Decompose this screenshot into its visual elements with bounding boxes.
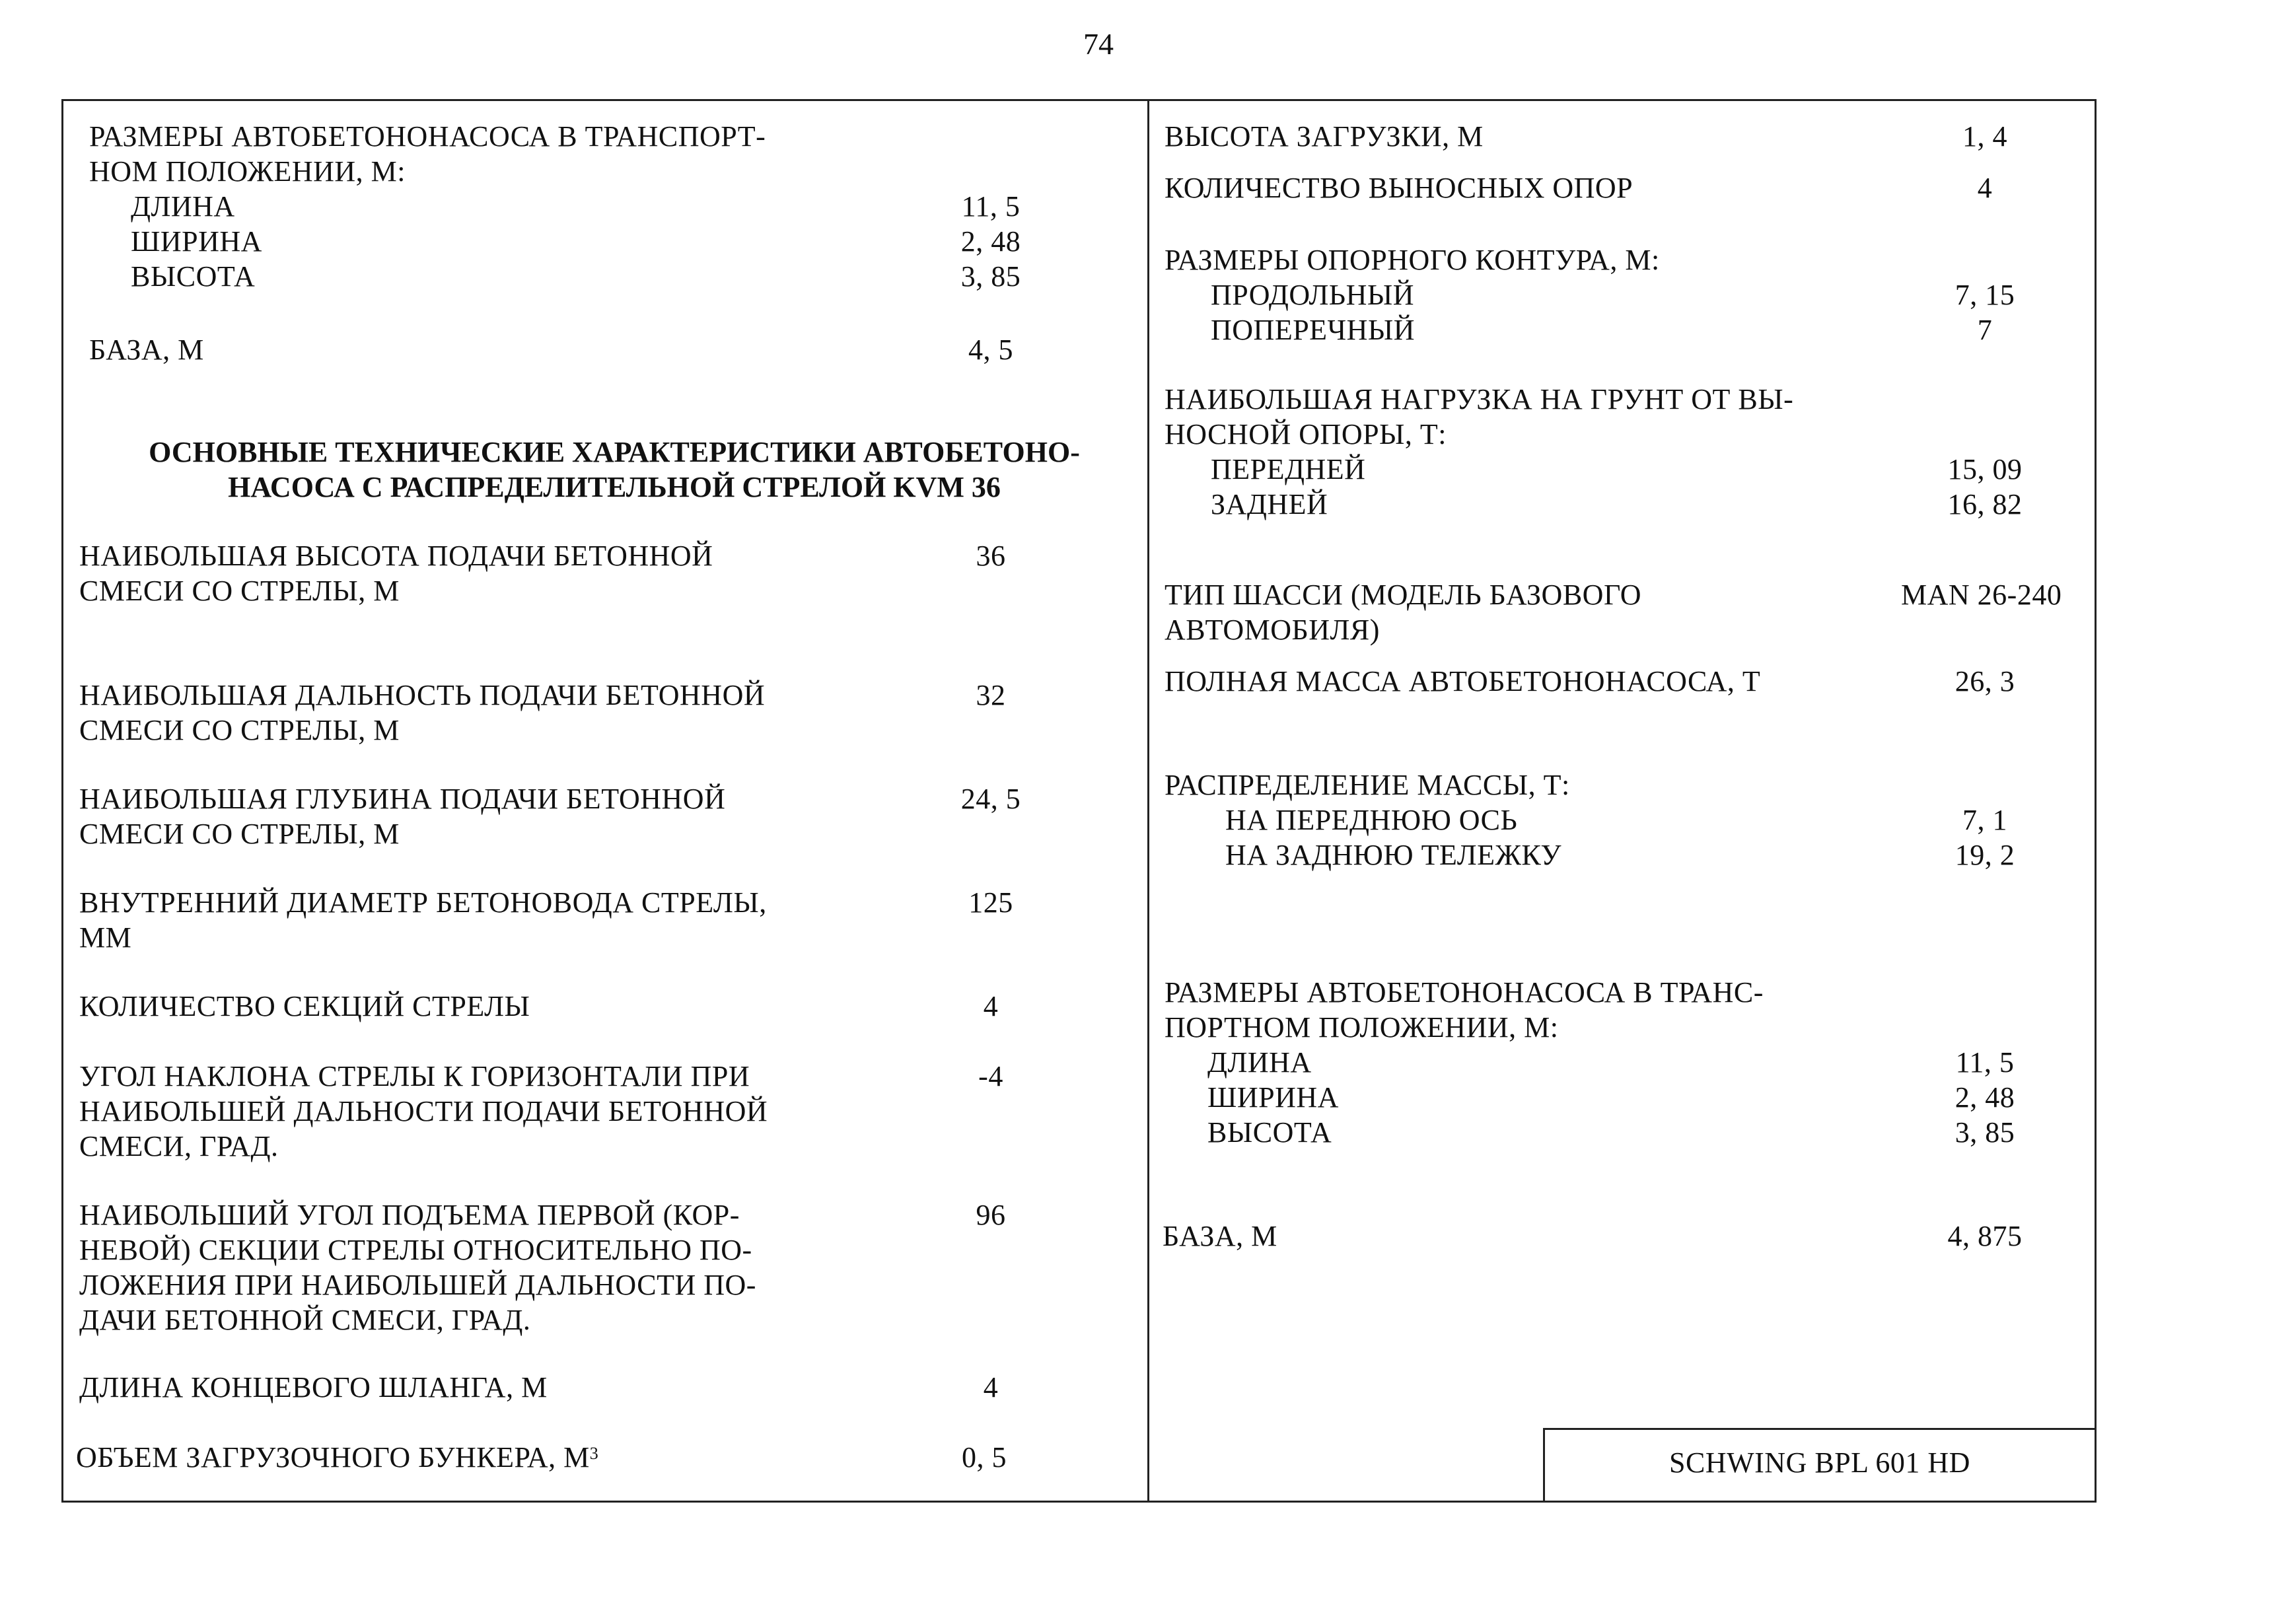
right-total-mass-value: 26, 3 bbox=[1955, 665, 2015, 697]
spec-value-boom-angle: -4 bbox=[978, 1060, 1003, 1092]
left-transport-dims-labels bbox=[131, 189, 262, 294]
right-load-height-label: ВЫСОТА ЗАГРУЗКИ, М bbox=[1165, 120, 1484, 153]
spec-value-pipe-diameter: 125 bbox=[968, 886, 1013, 919]
right-base-label: БАЗА, М bbox=[1163, 1220, 1277, 1252]
spec-value-max-height: 36 bbox=[976, 540, 1006, 572]
right-total-mass-label: ПОЛНАЯ МАССА АВТОБЕТОНОНАСОСА, Т bbox=[1165, 665, 1761, 697]
left-transport-dims-title: РАЗМЕРЫ АВТОБЕТОНОНАСОСА В ТРАНСПОРТ- НОМ ПОЛОЖЕНИИ, М: bbox=[89, 120, 766, 188]
page-number: 74 bbox=[1083, 27, 1114, 61]
spec-value-hose-length: 4 bbox=[983, 1371, 999, 1404]
dims-label-width: ШИРИНА bbox=[131, 225, 262, 258]
right-base-value: 4, 875 bbox=[1947, 1220, 2023, 1252]
spec-value-lift-angle: 96 bbox=[976, 1199, 1006, 1231]
right-chassis-label: ТИП ШАССИ (МОДЕЛЬ БАЗОВОГО АВТОМОБИЛЯ) bbox=[1165, 579, 1642, 646]
right-mass-distribution-values: 7, 1 19, 2 bbox=[1955, 804, 2015, 871]
right-ground-load-labels: ПЕРЕДНЕЙ ЗАДНЕЙ bbox=[1211, 453, 1366, 520]
right-transport-dims-values: 11, 5 2, 48 3, 85 bbox=[1955, 1046, 2015, 1149]
right-chassis-value: MAN 26-240 bbox=[1901, 579, 2062, 611]
right-support-contour-values: 7, 15 7 bbox=[1955, 279, 2015, 346]
right-transport-dims-labels: ДЛИНА ШИРИНА ВЫСОТА bbox=[1207, 1046, 1339, 1149]
spec-label-max-range: НАИБОЛЬШАЯ ДАЛЬНОСТЬ ПОДАЧИ БЕТОННОЙ СМЕСИ СО СТРЕЛЫ, М bbox=[79, 679, 766, 746]
dims-value-length: 11, 5 bbox=[961, 190, 1021, 223]
spec-label-hopper-volume: ОБЪЕМ ЗАГРУЗОЧНОГО БУНКЕРА, $М^3$ bbox=[76, 1441, 599, 1474]
spec-value-hopper-volume: 0, 5 bbox=[962, 1441, 1007, 1474]
left-base-value: 4, 5 bbox=[968, 334, 1013, 366]
right-transport-dims-title: РАЗМЕРЫ АВТОБЕТОНОНАСОСА В ТРАНС- ПОРТНОМ ПОЛОЖЕНИИ, М: bbox=[1165, 976, 1764, 1044]
right-load-height-value: 1, 4 bbox=[1962, 120, 2007, 153]
spec-label-max-depth: НАИБОЛЬШАЯ ГЛУБИНА ПОДАЧИ БЕТОННОЙ СМЕСИ СО СТРЕЛЫ, М bbox=[79, 783, 726, 850]
dims-value-height: 3, 85 bbox=[960, 260, 1021, 293]
section-heading: ОСНОВНЫЕ ТЕХНИЧЕСКИЕ ХАРАКТЕРИСТИКИ АВТОБЕТОНО- НАСОСА С РАСПРЕДЕЛИТЕЛЬНОЙ СТРЕЛОЙ KVM 36 bbox=[149, 436, 1080, 503]
right-mass-distribution-labels: НА ПЕРЕДНЮЮ ОСЬ НА ЗАДНЮЮ ТЕЛЕЖКУ bbox=[1225, 804, 1562, 871]
right-ground-load-values: 15, 09 16, 82 bbox=[1947, 453, 2023, 520]
right-outriggers-label: КОЛИЧЕСТВО ВЫНОСНЫХ ОПОР bbox=[1165, 172, 1633, 204]
right-mass-distribution-title: РАСПРЕДЕЛЕНИЕ МАССЫ, Т: bbox=[1165, 769, 1570, 801]
right-ground-load-title: НАИБОЛЬШАЯ НАГРУЗКА НА ГРУНТ ОТ ВЫ- НОСНОЙ ОПОРЫ, Т: bbox=[1165, 383, 1794, 450]
spec-label-hose-length: ДЛИНА КОНЦЕВОГО ШЛАНГА, М bbox=[79, 1371, 548, 1404]
right-support-contour-title: РАЗМЕРЫ ОПОРНОГО КОНТУРА, М: bbox=[1165, 244, 1660, 276]
dims-label-height: ВЫСОТА bbox=[131, 260, 256, 293]
spec-label-boom-sections: КОЛИЧЕСТВО СЕКЦИЙ СТРЕЛЫ bbox=[79, 990, 530, 1022]
right-outriggers-value: 4 bbox=[1977, 172, 1993, 204]
spec-label-boom-angle: УГОЛ НАКЛОНА СТРЕЛЫ К ГОРИЗОНТАЛИ ПРИ НАИБОЛЬШЕЙ ДАЛЬНОСТИ ПОДАЧИ БЕТОННОЙ СМЕСИ, ГРАД. bbox=[79, 1060, 768, 1162]
left-transport-dims-values bbox=[925, 189, 1057, 294]
spec-label-pipe-diameter: ВНУТРЕННИЙ ДИАМЕТР БЕТОНОВОДА СТРЕЛЫ, ММ bbox=[79, 886, 767, 954]
column-divider bbox=[1147, 99, 1149, 1503]
right-support-contour-labels: ПРОДОЛЬНЫЙ ПОПЕРЕЧНЫЙ bbox=[1211, 279, 1416, 346]
spec-value-max-range: 32 bbox=[976, 679, 1006, 711]
dims-label-length: ДЛИНА bbox=[131, 190, 235, 223]
spec-label-max-height: НАИБОЛЬШАЯ ВЫСОТА ПОДАЧИ БЕТОННОЙ СМЕСИ СО СТРЕЛЫ, М bbox=[79, 540, 713, 607]
spec-value-boom-sections: 4 bbox=[983, 990, 999, 1022]
spec-value-max-depth: 24, 5 bbox=[960, 783, 1021, 815]
dims-value-width: 2, 48 bbox=[960, 225, 1021, 258]
spec-label-lift-angle: НАИБОЛЬШИЙ УГОЛ ПОДЪЕМА ПЕРВОЙ (КОР- НЕВОЙ) СЕКЦИИ СТРЕЛЫ ОТНОСИТЕЛЬНО ПО- ЛОЖЕНИЯ ПРИ НАИБОЛЬШЕЙ ДАЛЬНОСТИ ПО- ДАЧИ БЕТОННОЙ СМЕСИ, ГРАД. bbox=[79, 1199, 756, 1336]
model-label: SCHWING BPL 601 HD bbox=[1669, 1446, 1970, 1479]
left-base-label: БАЗА, М bbox=[89, 334, 204, 366]
